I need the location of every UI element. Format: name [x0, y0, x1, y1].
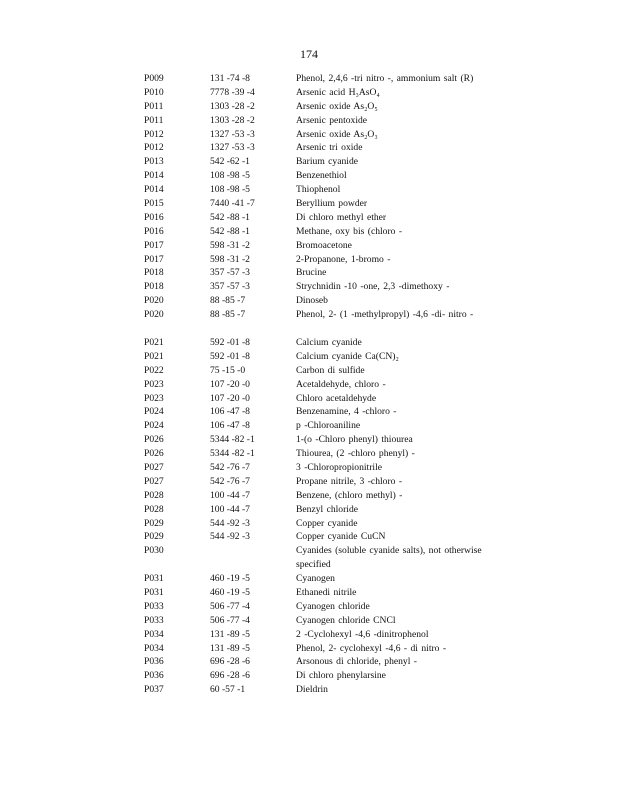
- table-row: [0, 447, 618, 461]
- substance-name-cell: Methane, oxy bis (chloro -: [296, 225, 403, 237]
- table-row: [0, 419, 618, 433]
- cas-number-cell: 506 -77 -4: [210, 614, 250, 626]
- substance-name-cell: Strychnidin -10 -one, 2,3 -dimethoxy -: [296, 281, 450, 293]
- cas-number-cell: 5344 -82 -1: [210, 434, 255, 446]
- substance-name-cell: Barium cyanide: [296, 156, 359, 168]
- table-row: [0, 586, 618, 600]
- substance-name-cell: Cyanogen: [296, 573, 335, 585]
- cas-number-cell: 460 -19 -5: [210, 573, 250, 585]
- waste-code-cell: P021: [144, 350, 164, 362]
- cas-number-cell: 107 -20 -0: [210, 392, 250, 404]
- cas-number-cell: 542 -76 -7: [210, 475, 250, 487]
- substance-name-cell: Arsenic acid H₃AsO₄: [296, 86, 380, 98]
- waste-code-cell: P031: [144, 586, 164, 598]
- cas-number-cell: 75 -15 -0: [210, 364, 246, 376]
- substance-name-cell: Arsenic pentoxide: [296, 114, 368, 126]
- cas-number-cell: 592 -01 -8: [210, 336, 250, 348]
- table-row: [0, 614, 618, 628]
- substance-name-cell: Di chloro phenylarsine: [296, 670, 386, 682]
- table-row: [0, 280, 618, 294]
- substance-name-cell: Ethanedi nitrile: [296, 586, 357, 598]
- waste-code-cell: P026: [144, 448, 164, 460]
- waste-code-cell: P023: [144, 378, 164, 390]
- cas-number-cell: 5344 -82 -1: [210, 448, 255, 460]
- table-row: [0, 183, 618, 197]
- waste-code-cell: P012: [144, 142, 164, 154]
- substance-name-cell: 2 -Cyclohexyl -4,6 -dinitrophenol: [296, 628, 429, 640]
- substance-name-cell: Acetaldehyde, chloro -: [296, 378, 386, 390]
- cas-number-cell: 7778 -39 -4: [210, 86, 255, 98]
- substance-name-cell: Arsenic tri oxide: [296, 142, 363, 154]
- cas-number-cell: 1327 -53 -3: [210, 142, 255, 154]
- substance-name-cell: Benzyl chloride: [296, 503, 359, 515]
- substance-name-cell: p -Chloroaniline: [296, 420, 361, 432]
- waste-code-cell: P027: [144, 475, 164, 487]
- cas-number-cell: 357 -57 -3: [210, 281, 250, 293]
- substance-name-cell: Benzenethiol: [296, 170, 347, 182]
- waste-code-cell: P033: [144, 600, 164, 612]
- table-row: [0, 517, 618, 531]
- cas-number-cell: 544 -92 -3: [210, 517, 250, 529]
- table-row: [0, 392, 618, 406]
- waste-code-cell: P014: [144, 184, 164, 196]
- table-row: [0, 683, 618, 697]
- table-row: [0, 489, 618, 503]
- waste-code-cell: P028: [144, 489, 164, 501]
- waste-code-cell: P021: [144, 336, 164, 348]
- cas-number-cell: 108 -98 -5: [210, 170, 250, 182]
- substance-name-cell: Brucine: [296, 267, 327, 279]
- table-row: [0, 100, 618, 114]
- table-row: [0, 294, 618, 308]
- substance-name-cell: Carbon di sulfide: [296, 364, 365, 376]
- substance-name-cell: Copper cyanide CuCN: [296, 531, 386, 543]
- cas-number-cell: 100 -44 -7: [210, 489, 250, 501]
- waste-code-cell: P034: [144, 642, 164, 654]
- waste-code-cell: P011: [144, 100, 164, 112]
- waste-code-cell: P020: [144, 309, 164, 321]
- cas-number-cell: 696 -28 -6: [210, 656, 250, 668]
- cas-number-cell: 106 -47 -8: [210, 420, 250, 432]
- waste-code-cell: P016: [144, 211, 164, 223]
- page-number: 174: [300, 47, 318, 61]
- waste-code-cell: P023: [144, 392, 164, 404]
- cas-number-cell: 7440 -41 -7: [210, 198, 255, 210]
- table-row: [0, 308, 618, 336]
- table-row: [0, 114, 618, 128]
- waste-code-cell: P029: [144, 517, 164, 529]
- table-row: [0, 628, 618, 642]
- table-row: [0, 642, 618, 656]
- table-row: [0, 433, 618, 447]
- substance-name-cell: Benzene, (chloro methyl) -: [296, 489, 403, 501]
- waste-code-cell: P011: [144, 114, 164, 126]
- waste-code-cell: P017: [144, 253, 164, 265]
- cas-number-cell: 592 -01 -8: [210, 350, 250, 362]
- cas-number-cell: 542 -88 -1: [210, 211, 250, 223]
- substance-name-cell: Cyanogen chloride: [296, 600, 370, 612]
- waste-code-cell: P036: [144, 670, 164, 682]
- cas-number-cell: 131 -89 -5: [210, 628, 250, 640]
- table-row: [0, 364, 618, 378]
- table-row: [0, 253, 618, 267]
- table-row: [0, 128, 618, 142]
- waste-code-cell: P016: [144, 225, 164, 237]
- substance-name-cell: Calcium cyanide Ca(CN)₂: [296, 350, 399, 362]
- table-row: [0, 350, 618, 364]
- cas-number-cell: 357 -57 -3: [210, 267, 250, 279]
- substance-name-cell: Phenol, 2,4,6 -tri nitro -, ammonium salt (R): [296, 73, 474, 84]
- table-row: [0, 197, 618, 211]
- cas-number-cell: 506 -77 -4: [210, 600, 250, 612]
- substance-name-cell: Bromoacetone: [296, 239, 352, 251]
- substance-name-cell: Chloro acetaldehyde: [296, 392, 377, 404]
- cas-number-cell: 107 -20 -0: [210, 378, 250, 390]
- cas-number-cell: 460 -19 -5: [210, 586, 250, 598]
- cas-number-cell: 131 -74 -8: [210, 73, 250, 84]
- cas-number-cell: 598 -31 -2: [210, 239, 250, 251]
- table-row: [0, 169, 618, 183]
- cas-number-cell: 696 -28 -6: [210, 670, 250, 682]
- substance-name-cell: Arsenic oxide As₂O₃: [296, 128, 378, 140]
- cas-number-cell: 542 -62 -1: [210, 156, 250, 168]
- table-row: [0, 572, 618, 586]
- waste-code-cell: P009: [144, 73, 164, 84]
- waste-code-cell: P026: [144, 434, 164, 446]
- table-row: [0, 239, 618, 253]
- waste-code-cell: P033: [144, 614, 164, 626]
- waste-code-cell: P010: [144, 86, 164, 98]
- table-row: [0, 225, 618, 239]
- waste-code-cell: P018: [144, 267, 164, 279]
- table-row: [0, 378, 618, 392]
- cas-number-cell: 100 -44 -7: [210, 503, 250, 515]
- table-row: [0, 336, 618, 350]
- substance-name-cell: Thiourea, (2 -chloro phenyl) -: [296, 448, 415, 460]
- cas-number-cell: 1303 -28 -2: [210, 100, 255, 112]
- waste-code-cell: P034: [144, 628, 164, 640]
- substance-name-cell: Propane nitrile, 3 -chloro -: [296, 475, 403, 487]
- table-row: [0, 461, 618, 475]
- cas-number-cell: 108 -98 -5: [210, 184, 250, 196]
- waste-code-cell: P027: [144, 461, 164, 473]
- substance-name-cell: Dinoseb: [296, 295, 328, 307]
- waste-code-cell: P037: [144, 684, 164, 696]
- table-row: [0, 503, 618, 517]
- substance-name-cell: Calcium cyanide: [296, 336, 362, 348]
- substance-name-cell: Phenol, 2- cyclohexyl -4,6 - di nitro -: [296, 642, 447, 654]
- substance-name-cell: 2-Propanone, 1-bromo -: [296, 253, 391, 265]
- substance-name-cell: Dieldrin: [296, 684, 328, 696]
- substance-name-cell: Phenol, 2- (1 -methylpropyl) -4,6 -di- nitro -: [296, 309, 474, 321]
- waste-code-cell: P030: [144, 545, 164, 557]
- cas-number-cell: 1303 -28 -2: [210, 114, 255, 126]
- cas-number-cell: 88 -85 -7: [210, 309, 246, 321]
- cas-number-cell: 544 -92 -3: [210, 531, 250, 543]
- substance-name-cell: Arsonous di chloride, phenyl -: [296, 656, 417, 668]
- cas-number-cell: 598 -31 -2: [210, 253, 250, 265]
- substance-name-cell: Di chloro methyl ether: [296, 211, 387, 223]
- cas-number-cell: 542 -88 -1: [210, 225, 250, 237]
- substance-name-cell: 1-(o -Chloro phenyl) thiourea: [296, 434, 413, 446]
- substance-name-cell: Cyanides (soluble cyanide salts), not otherwise specified: [296, 545, 482, 571]
- table-row: [0, 544, 618, 572]
- waste-code-cell: P036: [144, 656, 164, 668]
- cas-number-cell: 1327 -53 -3: [210, 128, 255, 140]
- substance-name-cell: 3 -Chloropropionitrile: [296, 461, 382, 473]
- waste-code-cell: P031: [144, 573, 164, 585]
- table-row: [0, 72, 618, 86]
- substance-name-cell: Cyanogen chloride CNCl: [296, 614, 396, 626]
- table-row: [0, 669, 618, 683]
- substance-name-cell: Beryllium powder: [296, 198, 368, 210]
- waste-code-cell: P029: [144, 531, 164, 543]
- cas-number-cell: 106 -47 -8: [210, 406, 250, 418]
- table-row: [0, 86, 618, 100]
- table-row: [0, 141, 618, 155]
- substance-name-cell: Copper cyanide: [296, 517, 358, 529]
- cas-number-cell: 542 -76 -7: [210, 461, 250, 473]
- waste-code-cell: P017: [144, 239, 164, 251]
- table-row: [0, 266, 618, 280]
- substance-name-cell: Thiophenol: [296, 184, 341, 196]
- waste-code-cell: P024: [144, 420, 164, 432]
- substance-name-cell: Benzenamine, 4 -chloro -: [296, 406, 397, 418]
- waste-code-cell: P028: [144, 503, 164, 515]
- table-row: [0, 155, 618, 169]
- waste-code-cell: P012: [144, 128, 164, 140]
- substance-name-cell: Arsenic oxide As₂O₅: [296, 100, 378, 112]
- table-row: [0, 405, 618, 419]
- waste-code-cell: P013: [144, 156, 164, 168]
- cas-number-cell: 60 -57 -1: [210, 684, 246, 696]
- table-row: [0, 475, 618, 489]
- waste-code-cell: P014: [144, 170, 164, 182]
- waste-code-cell: P018: [144, 281, 164, 293]
- waste-code-cell: P020: [144, 295, 164, 307]
- table-row: [0, 600, 618, 614]
- waste-code-cell: P022: [144, 364, 164, 376]
- waste-code-cell: P015: [144, 198, 164, 210]
- table-row: [0, 655, 618, 669]
- table-row: [0, 211, 618, 225]
- cas-number-cell: 88 -85 -7: [210, 295, 246, 307]
- table-row: [0, 530, 618, 544]
- waste-code-cell: P024: [144, 406, 164, 418]
- cas-number-cell: 131 -89 -5: [210, 642, 250, 654]
- hazardous-waste-listing: [0, 72, 618, 697]
